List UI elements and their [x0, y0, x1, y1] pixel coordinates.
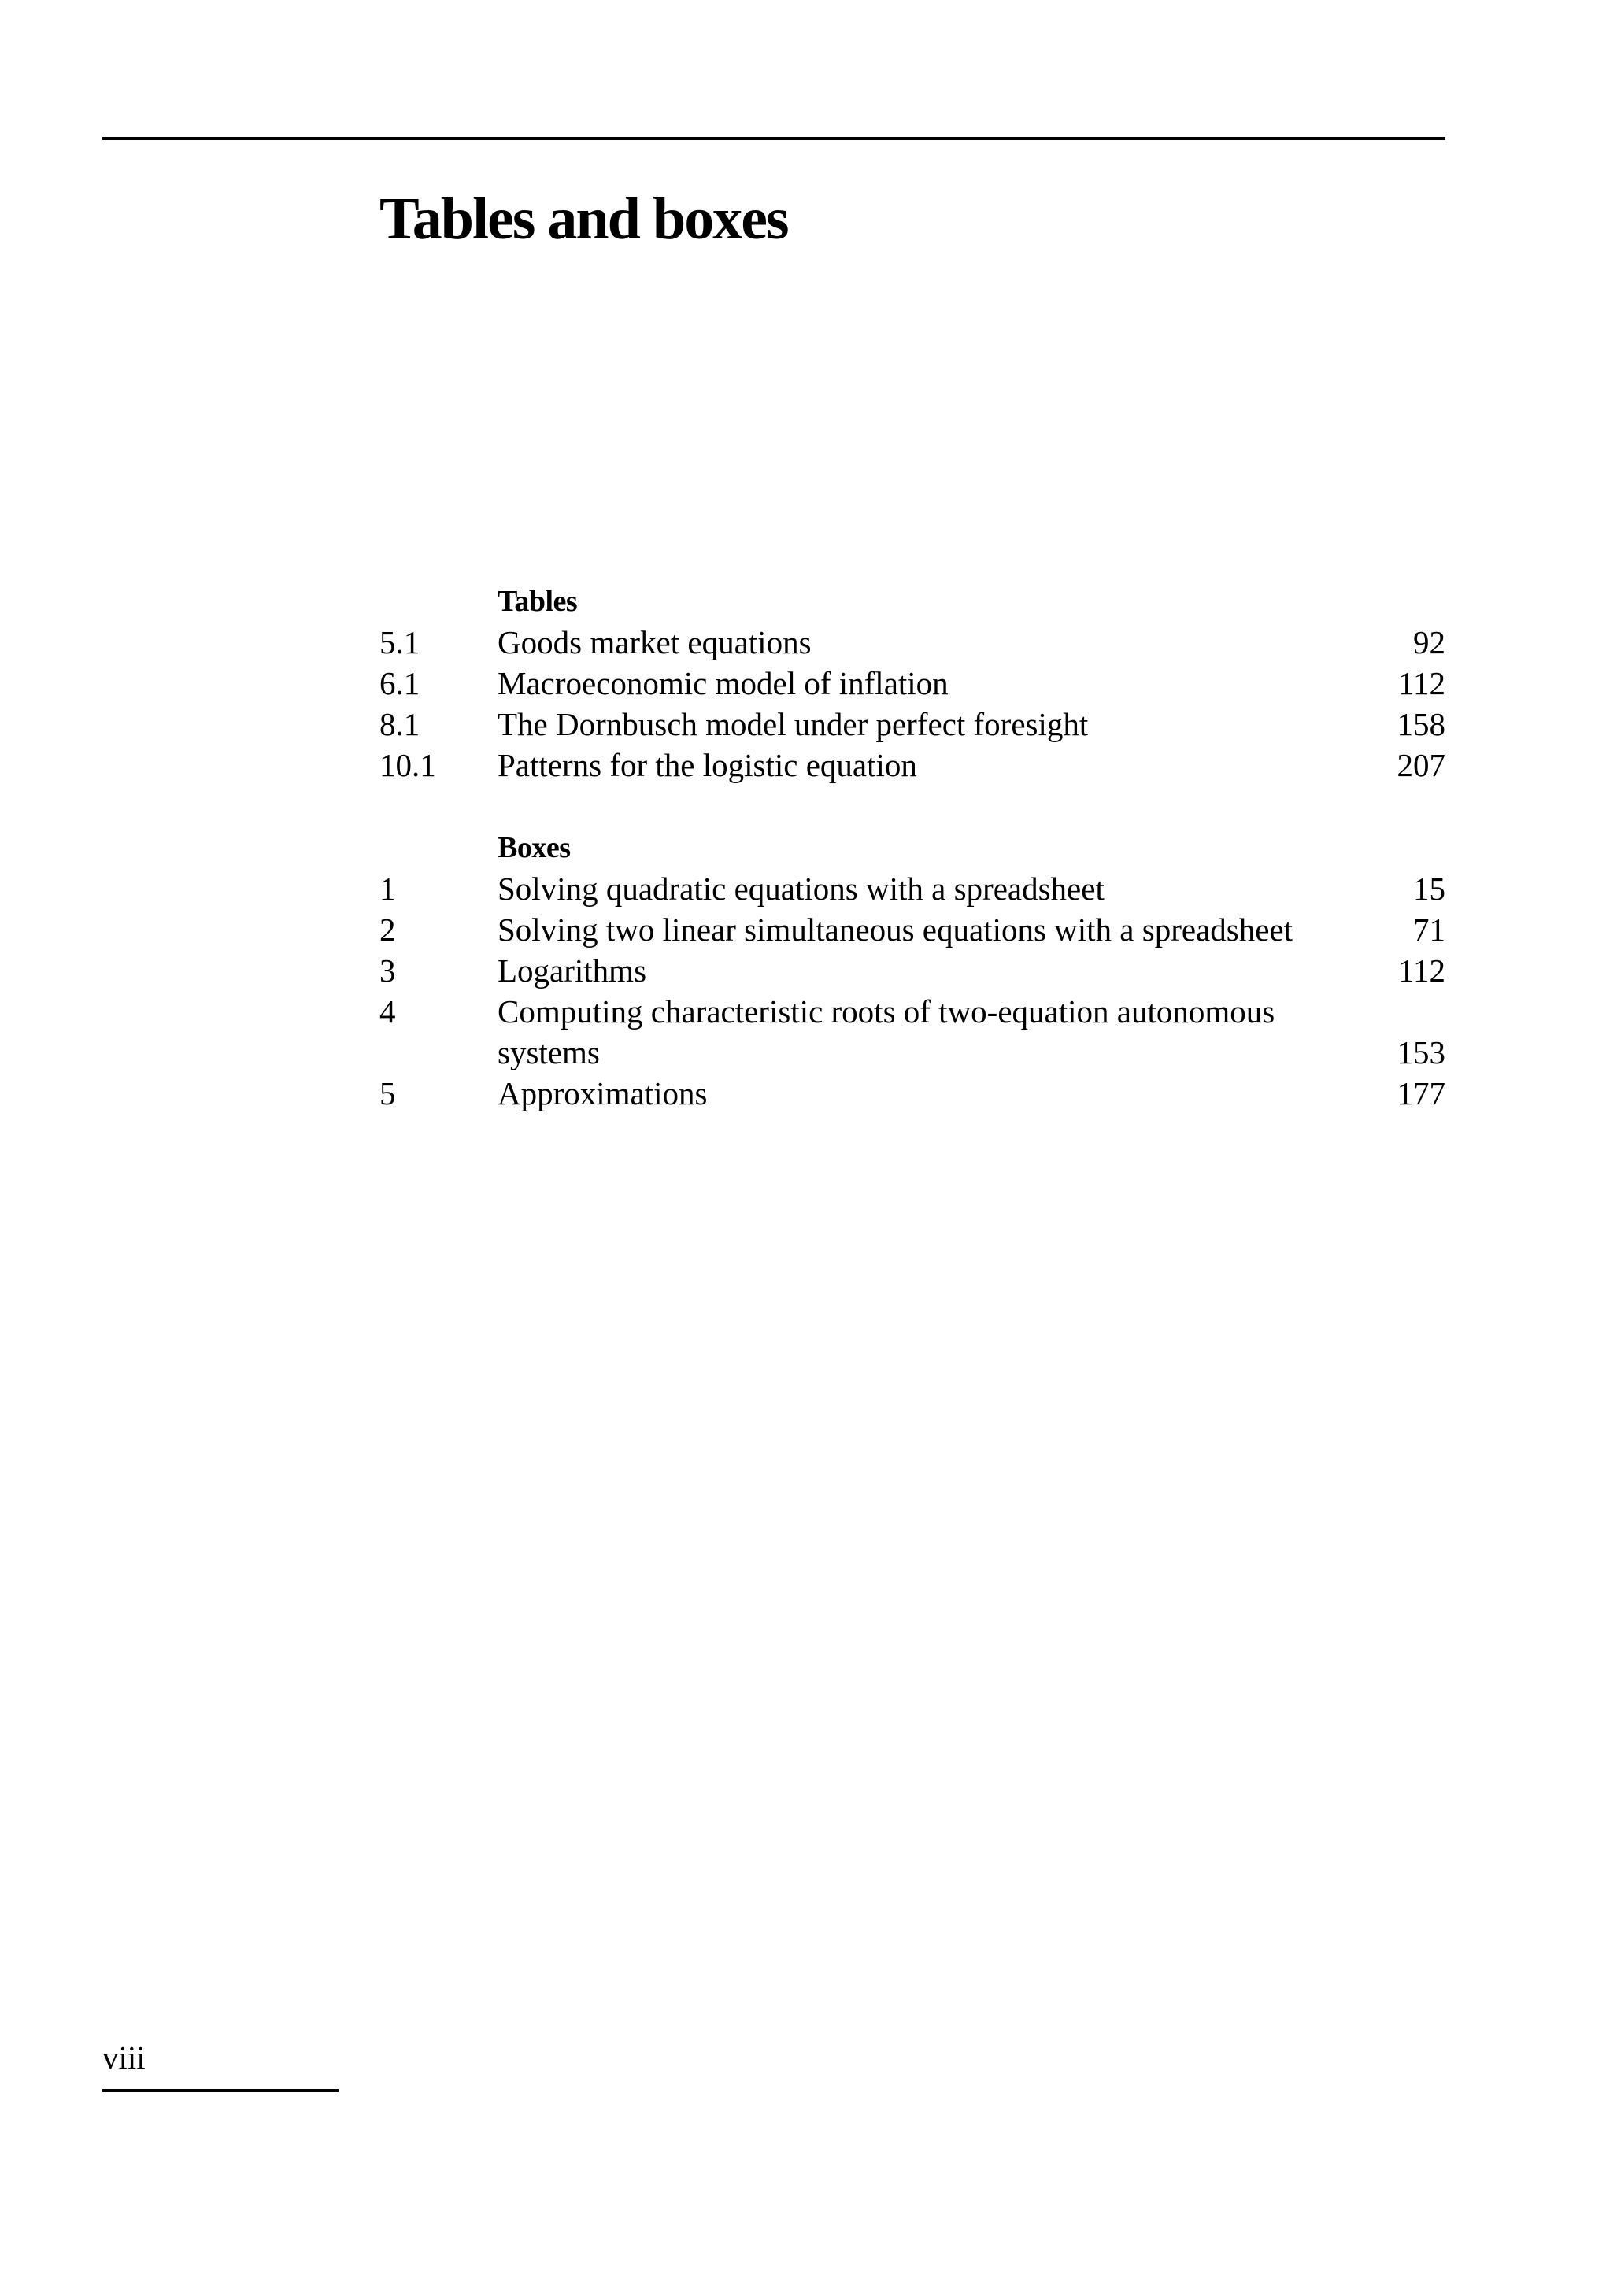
entry-title: Logarithms [498, 952, 647, 989]
entry-title: Goods market equations [498, 624, 812, 660]
entry-number: 6.1 [379, 665, 420, 701]
entry-number: 2 [379, 911, 396, 948]
entry-page: 177 [1397, 1075, 1445, 1111]
contents-list [379, 581, 1445, 1114]
table-entry-6-1 [379, 663, 1445, 704]
entry-title: Patterns for the logistic equation [498, 747, 917, 783]
entry-page: 112 [1398, 952, 1445, 989]
entry-title: The Dornbusch model under perfect foresight [498, 706, 1089, 742]
entry-number: 4 [379, 993, 396, 1030]
table-entry-8-1 [379, 704, 1445, 745]
table-entry-10-1 [379, 745, 1445, 786]
box-entry-3 [379, 950, 1445, 991]
bottom-rule [102, 2089, 339, 2092]
entry-title: Solving quadratic equations with a spreadsheet [498, 871, 1105, 907]
entry-number: 1 [379, 871, 396, 907]
box-entry-2 [379, 909, 1445, 950]
tables-heading: Tables [498, 585, 578, 618]
entry-page: 207 [1397, 747, 1445, 783]
entry-page: 92 [1413, 624, 1445, 660]
box-entry-5 [379, 1073, 1445, 1114]
page-number: viii [102, 2039, 146, 2076]
page-title: Tables and boxes [379, 186, 788, 252]
entry-title: Solving two linear simultaneous equations with a spreadsheet [498, 911, 1293, 948]
entry-page: 15 [1413, 871, 1445, 907]
entry-title: Approximations [498, 1075, 708, 1111]
box-entry-1 [379, 868, 1445, 909]
entry-number: 10.1 [379, 747, 436, 783]
entry-number: 3 [379, 952, 396, 989]
boxes-heading: Boxes [498, 831, 571, 864]
table-entry-5-1 [379, 622, 1445, 663]
entry-page: 153 [1397, 1034, 1445, 1070]
box-entry-4 [379, 991, 1445, 1073]
entry-title: Computing characteristic roots of two-equation autonomous systems [498, 993, 1275, 1070]
entry-page: 158 [1397, 706, 1445, 742]
top-rule [102, 137, 1445, 140]
entry-number: 5.1 [379, 624, 420, 660]
entry-title: Macroeconomic model of inflation [498, 665, 949, 701]
entry-page: 71 [1413, 911, 1445, 948]
section-gap [379, 786, 1445, 827]
entry-page: 112 [1398, 665, 1445, 701]
entry-number: 5 [379, 1075, 396, 1111]
entry-number: 8.1 [379, 706, 420, 742]
